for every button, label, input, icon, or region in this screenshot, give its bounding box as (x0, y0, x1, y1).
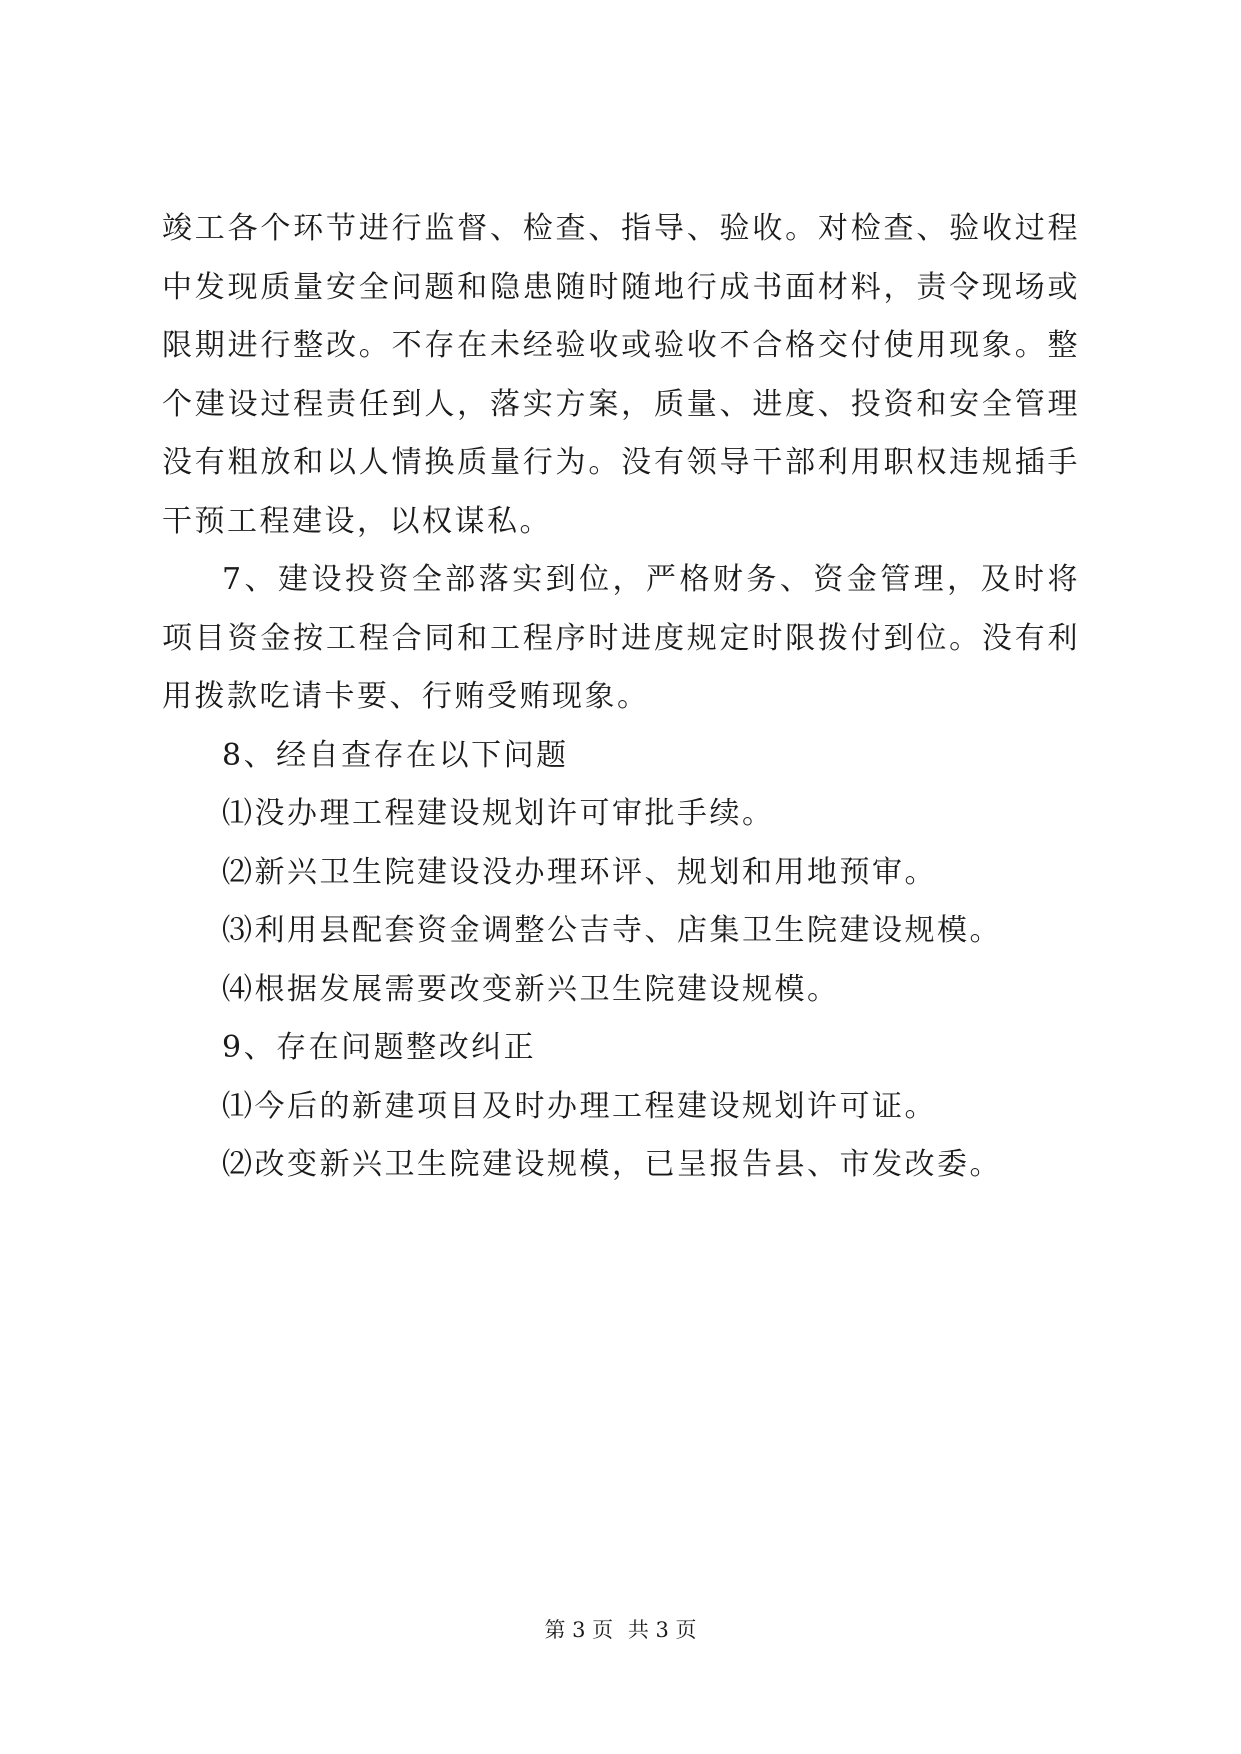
document-body (162, 200, 1080, 1195)
paragraph-item-8-2: ⑵新兴卫生院建设没办理环评、规划和用地预审。 (222, 854, 937, 890)
paragraph-item-8: 8、经自查存在以下问题 (222, 737, 569, 773)
page-footer (0, 1615, 1241, 1645)
paragraph-item-9-1: ⑴今后的新建项目及时办理工程建设规划许可证。 (222, 1088, 937, 1124)
paragraph-item-9: 9、存在问题整改纠正 (222, 1030, 537, 1065)
paragraph-continuation: 竣工各个环节进行监督、检查、指导、验收。对检查、验收过程中发现质量安全问题和隐患随时随地行成书面材料，责令现场或限期进行整改。不存在未经验收或验收不合格交付使用现象。整个建设过程责任到人，落实方案，质量、进度、投资和安全管理没有粗放和以人情换质量行为。没有领导干部利用职权违规插手干预工程建设，以权谋私。 (162, 211, 1080, 539)
paragraph-item-9-2: ⑵改变新兴卫生院建设规模，已呈报告县、市发改委。 (222, 1147, 1002, 1182)
paragraph-item-8-3: ⑶利用县配套资金调整公吉寺、店集卫生院建设规模。 (222, 913, 1002, 948)
paragraph-item-8-4: ⑷根据发展需要改变新兴卫生院建设规模。 (222, 971, 840, 1007)
page-number: 第 3 页 (544, 1618, 614, 1642)
paragraph-item-8-1: ⑴没办理工程建设规划许可审批手续。 (222, 796, 775, 831)
page-total: 共 3 页 (627, 1618, 697, 1642)
paragraph-item-7: 7、建设投资全部落实到位，严格财务、资金管理，及时将项目资金按工程合同和工程序时进度规定时限拨付到位。没有利用拨款吃请卡要、行贿受贿现象。 (162, 562, 1080, 714)
